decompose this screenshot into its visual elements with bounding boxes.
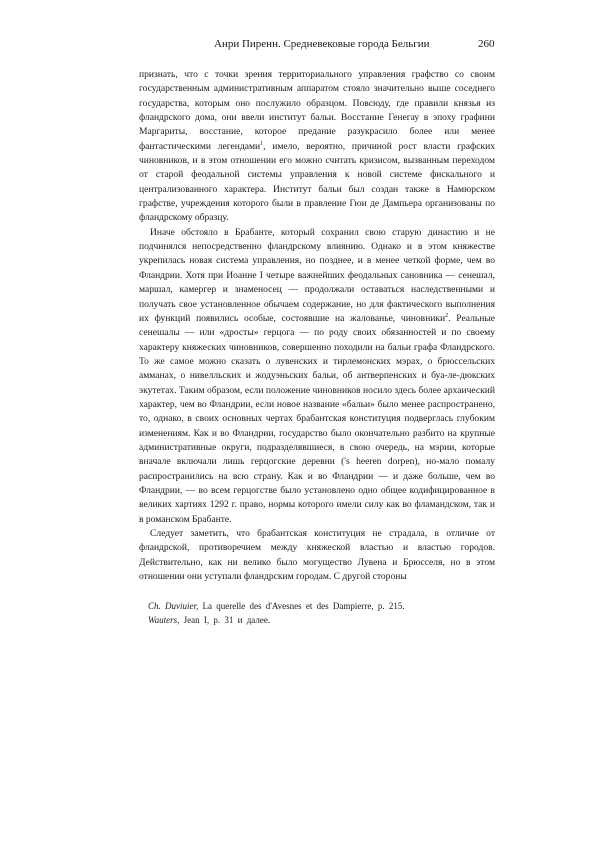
paragraph-1-text-cont: , имело, вероятно, причиной рост власти графских чиновников, и в этом отношении его можно считать кризисом, вызванным переходом от старой феодальной системы управления к новой системе фискального и централизованного характера. Институт бальи был создан также в Намюрском графстве, учреждения которого были в правление Гюи де Дампьера организованы по фландрскому образцу. (139, 140, 495, 224)
paragraph-1-text: признать, что с точки зрения территориального управления графство со своим государственным административным аппаратом стояло значительно выше соседнего государства, которым оно послужило образцом. Повсюду, где правили князья из фландрского дома, они ввели институт бальи. Восстание Генегау в эпоху графини Маргариты, восстание, которое предание разукрасило более или менее фантастическими легендами (139, 69, 495, 152)
footnote-1 (139, 600, 495, 614)
paragraph-2 (139, 226, 495, 527)
paragraph-2-text-cont: . Реальные сенешалы — или «дросты» герцога — по роду своих обязанностей и по своему характеру княжеских чиновников, совершенно походили на бальи графа Фландрского. То же самое можно сказать о лувенских и тирлемонских мэрах, о брюссельских амманах, о нивелльских и жодуэньских бальи, об антверпенских и буа-ле-дюкских экутетах. Таким образом, если положение чиновников носило здесь более архаический характер, чем во Фландрии, если новое название «бальи» было менее распространено, то, однако, в своих основных чертах брабантская конституция подверглась глубоким изменениям. Как и во Фландрии, государство было окончательно разбито на крупные административные округи, подразделявшиеся, в свою очередь, на мэрии, которые вначале включали лишь герцогские деревни ('s heeren dorpen), но-мало помалу распространились на всю страну. Как и во Фландрии — и даже больше, чем во Фландрии, — во всем герцогстве было установлено одно общее кодифицированное в великих хартиях 1292 г. право, нормы которого имели силу как во фламандском, так и в романском Брабанте. (139, 312, 495, 525)
footnote-2-text: Jean I, p. 31 и далее. (179, 614, 271, 625)
paragraph-3-text: Следует заметить, что брабантская конституция не страдала, в отличие от фландрской, противоречием между княжеской властью и властью городов. Действительно, как ни велико было могущество Лувена и Брюсселя, но в этом отношении они уступали фландрским городам. С другой стороны (139, 528, 495, 583)
footnote-reference-2: 2 (445, 312, 449, 319)
body-text (139, 68, 495, 584)
footnote-2 (139, 614, 495, 628)
footnote-2-author: Wauters, (148, 614, 180, 625)
footnotes (139, 600, 495, 627)
running-header (0, 36, 600, 52)
footnote-1-text: La querelle des d'Avesnes et des Dampierre, p. 215. (198, 601, 405, 611)
paragraph-1 (139, 68, 495, 226)
paragraph-2-text: Иначе обстояло в Брабанте, который сохранил свою старую династию и не подчинялся непосредственно фландрскому влиянию. Однако и в этом княжестве укрепилась новая система управления, но позднее, и в менее четкой форме, чем во Фландрии. Хотя при Иоанне I четыре важнейших феодальных сановника — сенешал, маршал, камергер и знаменосец — продолжали оставаться наследственными и получать свое установленное обычаем содержание, но для фактического выполнения их функций появились особые, состоявшие на жалованье, чиновники (139, 226, 495, 324)
footnote-reference-1: 1 (260, 140, 264, 147)
page-number: 260 (478, 38, 495, 50)
paragraph-3 (139, 527, 495, 584)
header-title: Анри Пиренн. Средневековые города Бельгии (214, 38, 430, 50)
footnote-1-author: Ch. Duviuier, (148, 601, 199, 611)
